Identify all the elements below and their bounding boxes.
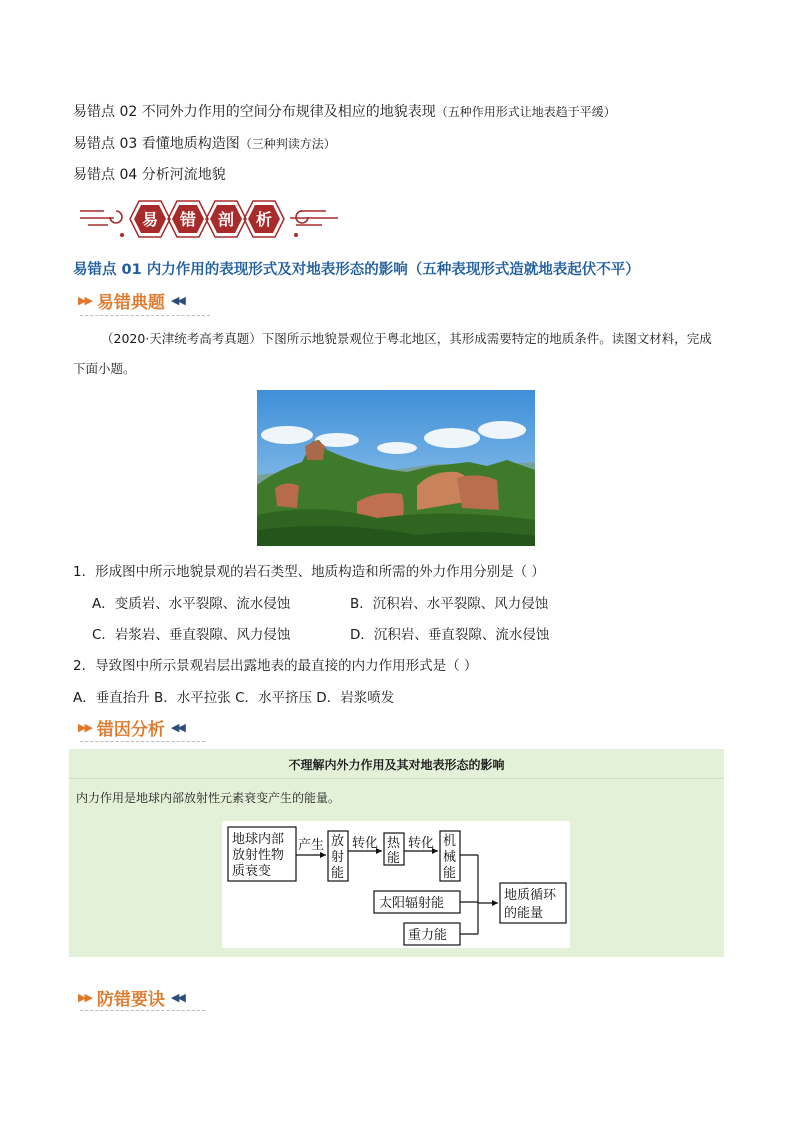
section-cause-heading <box>78 715 184 740</box>
toc-label: 易错点 04 分析河流地貌 <box>73 167 226 183</box>
double-arrow-left-icon: ◀◀ <box>170 991 184 1004</box>
radiant-char: 射 <box>331 850 345 865</box>
analysis-title: 不理解内外力作用及其对地表形态的影响 <box>288 758 505 772</box>
section-tips-heading <box>78 985 184 1010</box>
toc-label: 易错点 02 不同外力作用的空间分布规律及相应的地貌表现 <box>73 104 436 120</box>
banner-char: 错 <box>179 210 197 229</box>
q1-option-d[interactable]: D．沉积岩、垂直裂隙、流水侵蚀 <box>350 627 550 643</box>
q2-options[interactable]: A．垂直抬升 B．水平拉张 C．水平挤压 D．岩浆喷发 <box>73 690 395 706</box>
double-arrow-right-icon: ▶▶ <box>78 721 91 734</box>
double-arrow-left-icon: ◀◀ <box>170 721 184 734</box>
source-line: 地球内部 <box>232 832 285 847</box>
toc-label: 易错点 03 看懂地质构造图 <box>73 136 240 152</box>
question-source: （2020·天津统考高考真题） <box>101 331 262 346</box>
dashed-divider <box>80 1010 205 1011</box>
section-typical-heading <box>78 288 184 313</box>
section-title: 易错典题 <box>96 293 165 313</box>
double-arrow-left-icon: ◀◀ <box>170 294 184 307</box>
section-banner <box>78 197 340 245</box>
gravity-label: 重力能 <box>408 928 448 943</box>
question-2-stem: 2．导致图中所示景观岩层出露地表的最直接的内力作用形式是（ ） <box>73 658 478 674</box>
dashed-divider <box>80 315 210 316</box>
energy-flow-diagram <box>222 821 570 948</box>
toc-item-02[interactable] <box>73 101 616 121</box>
dashed-divider <box>80 741 205 742</box>
q1-option-c[interactable]: C．岩浆岩、垂直裂隙、风力侵蚀 <box>92 627 291 643</box>
toc-note: （三种判读方法） <box>239 137 336 151</box>
source-line: 质衰变 <box>232 864 272 879</box>
double-arrow-right-icon: ▶▶ <box>78 991 91 1004</box>
source-line: 放射性物 <box>232 848 285 863</box>
analysis-divider <box>69 778 724 779</box>
section-title: 防错要诀 <box>96 990 165 1010</box>
toc-item-03[interactable] <box>73 133 336 153</box>
convert-label-1: 转化 <box>352 836 379 851</box>
banner-char: 易 <box>141 210 159 229</box>
question-intro-text: 下图所示地貌景观位于粤北地区，其形成需要特定的地质条件。读图文材料，完成下面小题。 <box>73 331 712 376</box>
mech-char: 械 <box>443 850 457 865</box>
analysis-text: 内力作用是地球内部放射性元素衰变产生的能量。 <box>76 791 341 805</box>
double-arrow-right-icon: ▶▶ <box>78 294 91 307</box>
mech-char: 机 <box>443 834 457 849</box>
banner-char: 剖 <box>217 210 235 229</box>
banner-char: 析 <box>255 210 273 229</box>
produce-label: 产生 <box>298 838 325 853</box>
convert-label-2: 转化 <box>408 836 435 851</box>
mech-char: 能 <box>443 866 457 881</box>
radiant-char: 放 <box>331 834 345 849</box>
error-point-title: 易错点 01 内力作用的表现形式及对地表形态的影响（五种表现形式造就地表起伏不平） <box>73 262 640 278</box>
radiant-char: 能 <box>331 866 345 881</box>
section-title: 错因分析 <box>96 720 165 740</box>
question-intro <box>73 324 723 384</box>
danxia-landform-photo <box>257 390 535 546</box>
toc-note: （五种作用形式让地表趋于平缓） <box>435 105 616 119</box>
heat-char: 热 <box>387 836 401 851</box>
banner-ornament <box>78 197 340 245</box>
result-line: 的能量 <box>504 906 544 921</box>
question-1-stem: 1．形成图中所示地貌景观的岩石类型、地质构造和所需的外力作用分别是（ ） <box>73 564 545 580</box>
q1-option-b[interactable]: B．沉积岩、水平裂隙、风力侵蚀 <box>350 596 549 612</box>
heat-char: 能 <box>387 851 401 866</box>
solar-label: 太阳辐射能 <box>379 896 445 911</box>
q1-option-a[interactable]: A．变质岩、水平裂隙、流水侵蚀 <box>92 596 291 612</box>
toc-item-04[interactable] <box>73 164 226 184</box>
result-line: 地质循环 <box>504 888 557 903</box>
